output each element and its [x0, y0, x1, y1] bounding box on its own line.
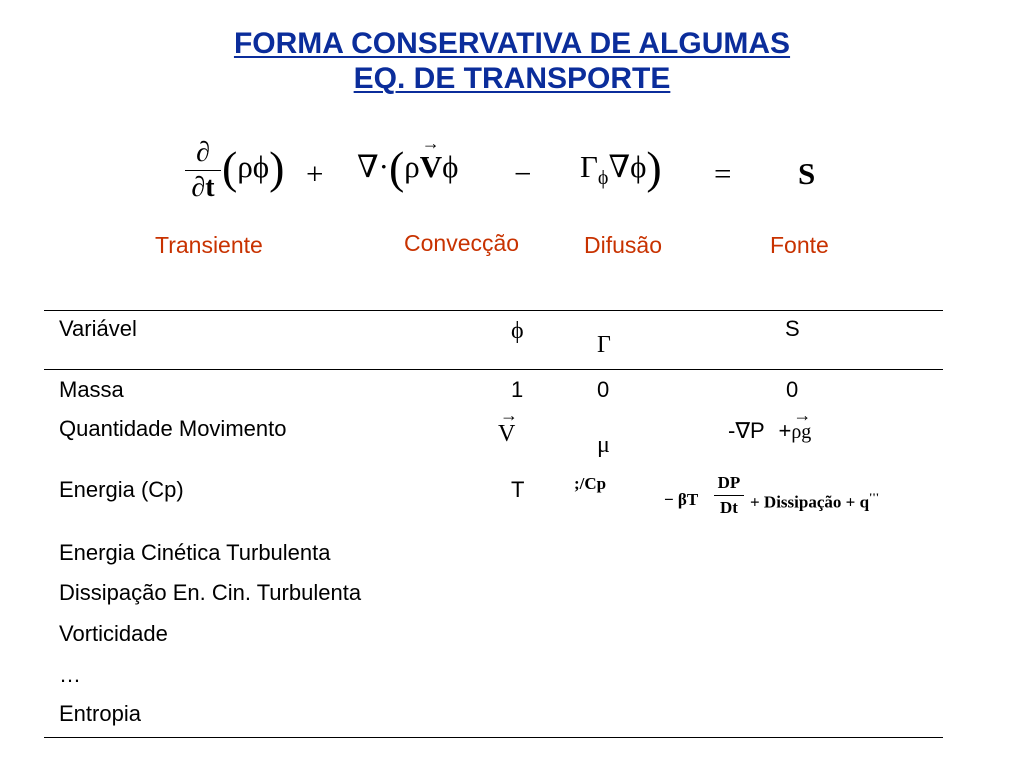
source-symbol: S: [798, 156, 816, 191]
qm-phi: [498, 421, 515, 448]
phi: ϕ: [442, 149, 459, 184]
energia-source-suffix: + Dissipação + q''': [750, 490, 880, 512]
title-line-2: EQ. DE TRANSPORTE: [353, 62, 671, 95]
velocity-vector: → V: [498, 421, 515, 448]
gamma-subscript: ϕ: [597, 167, 609, 190]
nabla-dot: ∇·: [357, 149, 389, 184]
label-transient: Transiente: [155, 232, 263, 258]
gamma: Γ: [580, 149, 598, 184]
velocity-vector: → V: [420, 149, 442, 185]
qm-source-grad-p: ∇P: [735, 418, 765, 443]
table-top-rule: [44, 310, 943, 311]
table-row-label: Quantidade Movimento: [59, 416, 287, 441]
table-row-label: Entropia: [59, 701, 141, 726]
energia-source-denominator: Dt: [720, 498, 738, 517]
table-row-label: …: [59, 662, 81, 687]
equals-sign: =: [714, 156, 732, 191]
table-row-label: Dissipação En. Cin. Turbulenta: [59, 580, 362, 605]
rho: ρ: [404, 149, 420, 184]
qm-source-rho-g: → ρg: [791, 421, 811, 443]
header-gamma: Γ: [597, 332, 611, 358]
label-diffusion: Difusão: [584, 232, 662, 258]
rho-phi: ρϕ: [237, 149, 270, 184]
table-row-label: Energia (Cp): [59, 477, 184, 502]
qm-source-plus: +: [778, 418, 792, 443]
table-header-rule: [44, 369, 943, 370]
table-row-label: Massa: [59, 377, 124, 402]
table-bottom-rule: [44, 737, 943, 738]
fraction-bar: [185, 170, 221, 171]
energia-source-fraction: [714, 473, 744, 518]
header-source: S: [785, 316, 800, 341]
title-line-1: FORMA CONSERVATIVA DE ALGUMAS: [233, 27, 791, 60]
convection-term: ∇·(ρ→ Vϕ: [357, 148, 459, 188]
massa-source: 0: [786, 377, 799, 402]
qm-gamma: μ: [597, 432, 610, 458]
header-phi: ϕ: [511, 318, 524, 344]
transient-term: (ρϕ): [222, 142, 285, 193]
time-derivative: [183, 138, 223, 203]
plus-sign: +: [306, 156, 324, 191]
table-row-label: Vorticidade: [59, 621, 168, 646]
label-convection: Convecção: [404, 230, 520, 256]
energia-source-numerator: DP: [717, 473, 741, 492]
fraction-bar: [714, 495, 744, 496]
grad-phi: ∇ϕ: [608, 149, 647, 184]
label-source: Fonte: [770, 232, 829, 258]
table-row-label: Energia Cinética Turbulenta: [59, 540, 331, 565]
massa-gamma: 0: [597, 377, 610, 402]
energia-phi: T: [511, 477, 525, 502]
qm-source: [728, 418, 811, 444]
massa-phi: 1: [511, 377, 524, 402]
partial-t: ∂t: [191, 172, 215, 203]
header-variable: Variável: [59, 316, 137, 341]
qm-source-minus: -: [728, 418, 736, 443]
energia-source-prefix: − βT: [664, 490, 699, 509]
minus-sign: −: [514, 156, 532, 191]
diffusion-term: $\Gamma_\phi\nabla\phi$): [580, 142, 662, 193]
slide-title: [0, 26, 1024, 96]
energia-gamma: ;/Cp: [574, 474, 607, 493]
partial-symbol: ∂: [196, 137, 210, 168]
